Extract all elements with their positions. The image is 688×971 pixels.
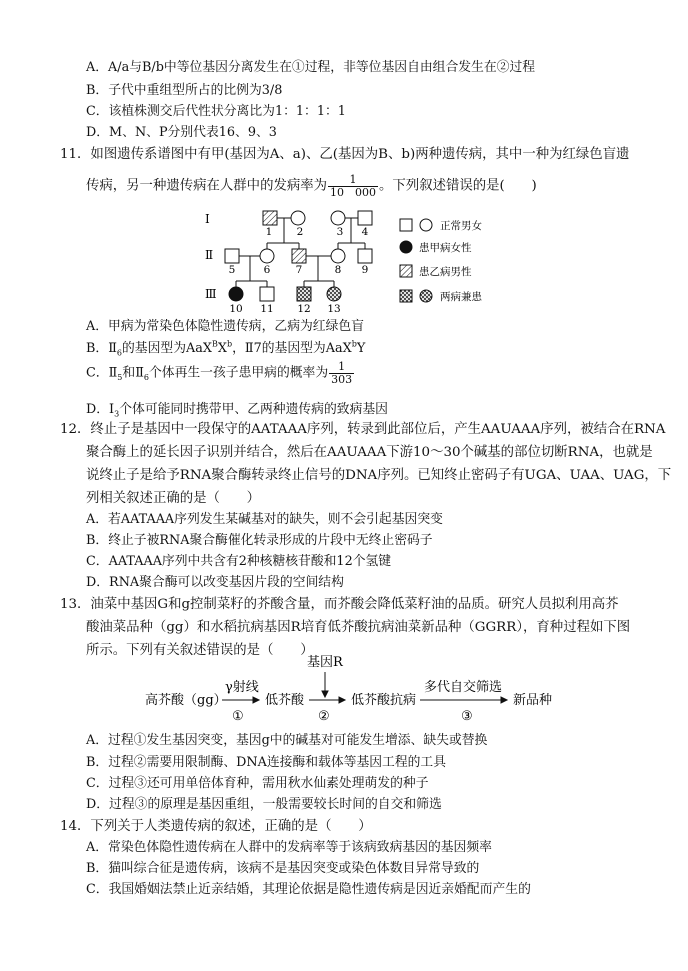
id-12: 12	[297, 303, 311, 315]
q11-stem-tail: 。下列叙述错误的是( )	[379, 178, 537, 194]
q11-option-d: D．$Ⅰ_3$个体可能同时携带甲、乙两种遗传病的致病基因	[86, 402, 388, 419]
q12-stem-line4: 列相关叙述正确的是（ ）	[86, 491, 261, 506]
q10-option-d: D．M、N、P分别代表16、9、3	[86, 125, 277, 140]
q11-option-c: C．$Ⅱ_5$和$Ⅱ_6$个体再生一孩子患甲病的概率为 $\frac{1}{303}$	[86, 360, 353, 386]
q10-option-b: B．子代中重组型所占的比例为3/8	[86, 83, 283, 98]
flow-stage-4: 新品种	[513, 693, 553, 708]
individual-11-normal-male	[260, 287, 274, 301]
id-7: 7	[295, 264, 303, 276]
flow-arrow3-label: 多代自交筛选	[424, 680, 503, 695]
q12-stem-line3: 说终止子是给予RNA聚合酶转录终止信号的DNA序列。已知终止密码子有UGA、UAA、UAG，下	[86, 468, 672, 483]
q12-option-b: B．终止子被RNA聚合酶催化转录形成的片段中无终止密码子	[86, 533, 433, 548]
individual-9-normal-male	[358, 249, 372, 263]
flow-stage-2: 低芥酸	[265, 693, 305, 708]
legend-both-male-icon	[400, 290, 412, 302]
individual-13-both-affected-female	[327, 287, 341, 301]
q10-option-c: C．该植株测交后代性状分离比为1：1：1：1	[86, 104, 346, 119]
breeding-flowchart	[135, 650, 575, 726]
legend-normal-male-icon	[400, 219, 412, 231]
individual-12-both-affected-male	[297, 287, 311, 301]
legend-a-female-icon	[400, 241, 412, 253]
q11-option-b: B．$Ⅱ_6$的基因型为$AaX^BX^b$，Ⅱ7的基因型为AaX$^b$Y	[86, 339, 366, 358]
pedigree-diagram	[195, 205, 515, 320]
legend-normal-female-icon	[420, 219, 432, 231]
individual-4-normal-male	[358, 211, 372, 225]
q11-stem-text: 传病，另一种遗传病在人群中的发病率为	[86, 178, 328, 194]
id-5: 5	[228, 264, 236, 276]
individual-5-normal-male	[225, 249, 239, 263]
individual-10-affected-a-female	[229, 287, 243, 301]
q13-option-c: C．过程③还可用单倍体育种，需用秋水仙素处理萌发的种子	[86, 776, 429, 791]
q11-stem-line1: 11．如图遗传系谱图中有甲(基因为A、a)、乙(基因为B、b)两种遗传病，其中一种为红绿色盲遗	[60, 147, 630, 162]
flow-stage-3: 低芥酸抗病	[351, 693, 417, 708]
individual-8-normal-female	[331, 249, 345, 263]
q13-stem-line3: 所示。下列有关叙述错误的是（ ）	[86, 643, 314, 658]
q14-option-c: C．我国婚姻法禁止近亲结婚，其理论依据是隐性遗传病是因近亲婚配而产生的	[86, 882, 531, 897]
q14-option-a: A．常染色体隐性遗传病在人群中的发病率等于该病致病基因的基因频率	[86, 840, 492, 855]
individual-2-normal-female	[291, 211, 305, 225]
gen-label-1: Ⅰ	[205, 212, 210, 226]
q13-option-a: A．过程①发生基因突变，基因g中的碱基对可能发生增添、缺失或替换	[86, 733, 488, 748]
q11-option-a: A．甲病为常染色体隐性遗传病，乙病为红绿色盲	[86, 319, 364, 334]
q13-option-d: D．过程③的原理是基因重组，一般需要较长时间的自交和筛选	[86, 797, 442, 812]
q14-stem: 14．下列关于人类遗传病的叙述，正确的是（ ）	[60, 819, 372, 834]
id-3: 3	[336, 226, 344, 238]
individual-6-normal-female	[260, 249, 274, 263]
q12-option-c: C．AATAAA序列中共含有2种核糖核苷酸和12个氢键	[86, 554, 392, 569]
fraction-denominator: 10 000	[330, 185, 377, 199]
q10-option-a: A．A/a与B/b中等位基因分离发生在①过程，非等位基因自由组合发生在②过程	[86, 60, 536, 75]
q11-option-c-fraction: $\frac{1}{303}$	[331, 360, 353, 386]
individual-7-affected-b-male	[292, 249, 306, 263]
individual-3-normal-female	[331, 211, 345, 225]
q14-option-b: B．猫叫综合征是遗传病，该病不是基因突变或染色体数目异常导致的	[86, 861, 480, 876]
id-11: 11	[260, 303, 274, 315]
q13-stem-line2: 酸油菜品种（gg）和水稻抗病基因R培育低芥酸抗病油菜新品种（GGRR），育种过程如下图	[86, 620, 631, 635]
id-13: 13	[327, 303, 341, 315]
legend-a-female-label: 患甲病女性	[419, 242, 472, 254]
flow-arrow2-num: ②	[318, 709, 330, 724]
q12-stem-line1: 12．终止子是基因中一段保守的AATAAA序列，转录到此部位后，产生AAUAAA序列，被结合在RNA	[60, 422, 666, 437]
id-4: 4	[361, 226, 369, 238]
q12-stem-line2: 聚合酶上的延长因子识别并结合，然后在AAUAAA下游10～30个碱基的部位切断RNA，也就是	[86, 445, 653, 460]
fraction-numerator: 1	[328, 174, 378, 187]
q13-stem-line1: 13．油菜中基因G和g控制菜籽的芥酸含量，而芥酸会降低菜籽油的品质。研究人员拟利用高芥	[60, 597, 619, 612]
flow-arrow3-num: ③	[461, 709, 473, 724]
flow-arrow1-num: ①	[232, 709, 244, 724]
legend-both-female-icon	[420, 290, 432, 302]
q12-option-d: D．RNA聚合酶可以改变基因片段的空间结构	[86, 575, 344, 590]
legend-normal-label: 正常男女	[440, 220, 482, 232]
id-9: 9	[361, 264, 369, 276]
id-6: 6	[263, 264, 271, 276]
flow-stage-1: 高芥酸（gg）	[145, 693, 227, 708]
id-8: 8	[334, 264, 342, 276]
q13-option-b: B．过程②需要用限制酶、DNA连接酶和载体等基因工程的工具	[86, 755, 447, 770]
id-1: 1	[265, 226, 273, 238]
flow-gene-r: 基因R	[307, 655, 343, 670]
legend-b-male-label: 患乙病男性	[419, 266, 472, 278]
id-2: 2	[296, 226, 304, 238]
q11-incidence-fraction	[328, 174, 378, 198]
flow-arrow1-label: γ射线	[225, 680, 259, 695]
legend-b-male-icon	[400, 265, 412, 277]
q12-option-a: A．若AATAAA序列发生某碱基对的缺失，则不会引起基因突变	[86, 512, 443, 527]
gen-label-2: Ⅱ	[205, 248, 214, 262]
legend-both-label: 两病兼患	[440, 291, 482, 303]
gen-label-3: Ⅲ	[205, 287, 217, 301]
individual-1-affected-b-male	[263, 211, 277, 225]
id-10: 10	[229, 303, 243, 315]
q11-stem-line2	[86, 174, 537, 198]
